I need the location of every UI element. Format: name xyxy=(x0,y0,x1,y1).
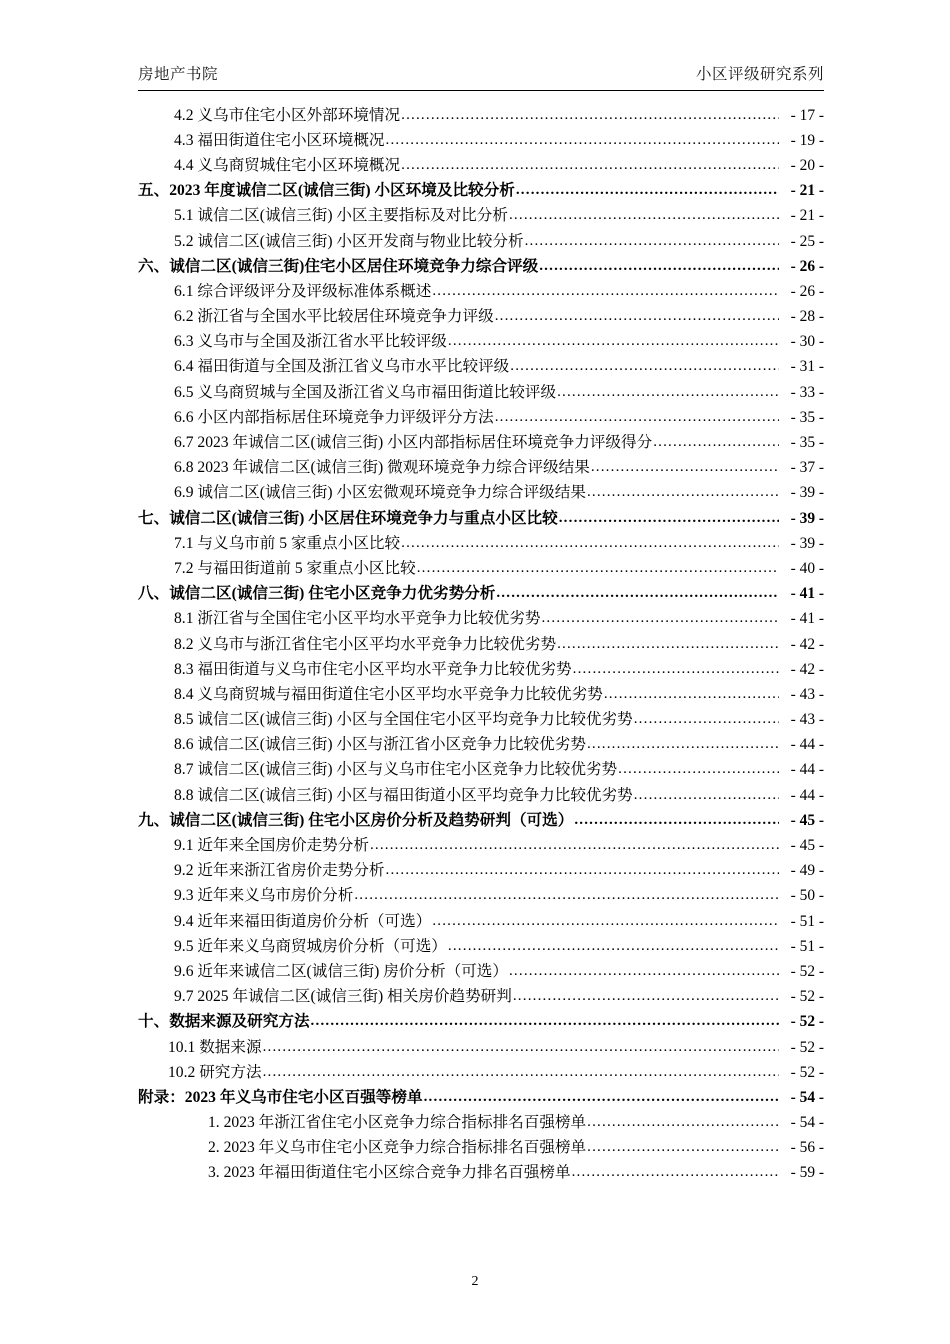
toc-entry[interactable] xyxy=(138,305,824,330)
toc-entry-page: - 39 - xyxy=(790,534,824,552)
toc-entry-label: 5.2 诚信二区(诚信三街) 小区开发商与物业比较分析 xyxy=(174,232,524,250)
toc-entry-page: - 59 - xyxy=(790,1164,824,1182)
toc-entry[interactable] xyxy=(138,430,824,455)
toc-leader-dots xyxy=(401,108,779,123)
toc-entry-page: - 19 - xyxy=(790,131,824,149)
toc-leader-dots xyxy=(634,788,779,803)
header-divider xyxy=(138,90,824,91)
toc-entry[interactable] xyxy=(138,884,824,909)
toc-entry-label: 4.2 义乌市住宅小区外部环境情况 xyxy=(174,106,401,124)
toc-leader-dots xyxy=(574,813,779,828)
toc-entry-label: 6.7 2023 年诚信二区(诚信三街) 小区内部指标居住环境竞争力评级得分 xyxy=(174,434,653,452)
toc-entry[interactable] xyxy=(138,1060,824,1085)
toc-entry-label: 6.6 小区内部指标居住环境竞争力评级评分方法 xyxy=(174,408,494,426)
toc-entry[interactable] xyxy=(138,128,824,153)
toc-entry-label: 6.9 诚信二区(诚信三街) 小区宏微观环境竞争力综合评级结果 xyxy=(174,484,586,502)
toc-entry[interactable] xyxy=(138,959,824,984)
page-header xyxy=(0,62,950,84)
toc-leader-dots xyxy=(572,1165,779,1180)
toc-leader-dots xyxy=(653,435,779,450)
toc-entry-page: - 35 - xyxy=(790,434,824,452)
toc-entry-page: - 44 - xyxy=(790,786,824,804)
toc-entry-page: - 52 - xyxy=(790,962,824,980)
toc-leader-dots xyxy=(587,485,779,500)
toc-entry-page: - 44 - xyxy=(790,761,824,779)
toc-entry-label: 7.2 与福田街道前 5 家重点小区比较 xyxy=(174,559,416,577)
toc-leader-dots xyxy=(354,888,779,903)
toc-leader-dots xyxy=(370,838,779,853)
toc-entry-page: - 37 - xyxy=(790,459,824,477)
toc-entry[interactable] xyxy=(138,733,824,758)
toc-entry[interactable] xyxy=(138,153,824,178)
toc-entry[interactable] xyxy=(138,909,824,934)
toc-entry-label: 9.6 近年来诚信二区(诚信三街) 房价分析（可选） xyxy=(174,962,508,980)
header-left-text: 房地产书院 xyxy=(138,66,219,83)
toc-leader-dots xyxy=(448,939,779,954)
toc-leader-dots xyxy=(516,183,779,198)
toc-entry-page: - 25 - xyxy=(790,232,824,250)
toc-entry-label: 八、诚信二区(诚信三街) 住宅小区竞争力优劣势分析 xyxy=(138,585,496,603)
toc-leader-dots xyxy=(559,511,779,526)
toc-entry-label: 7.1 与义乌市前 5 家重点小区比较 xyxy=(174,534,401,552)
toc-entry[interactable] xyxy=(138,758,824,783)
toc-entry[interactable] xyxy=(138,380,824,405)
toc-entry-label: 九、诚信二区(诚信三街) 住宅小区房价分析及趋势研判（可选） xyxy=(138,811,574,829)
toc-entry-page: - 26 - xyxy=(790,257,824,275)
toc-leader-dots xyxy=(386,863,779,878)
toc-entry[interactable] xyxy=(138,582,824,607)
toc-entry-page: - 45 - xyxy=(790,811,824,829)
toc-entry-label: 4.4 义乌商贸城住宅小区环境概况 xyxy=(174,156,401,174)
toc-entry[interactable] xyxy=(138,632,824,657)
toc-entry-page: - 52 - xyxy=(790,988,824,1006)
toc-leader-dots xyxy=(311,1014,779,1029)
toc-entry-label: 10.1 数据来源 xyxy=(168,1038,262,1056)
toc-entry-page: - 50 - xyxy=(790,887,824,905)
toc-entry-page: - 40 - xyxy=(790,559,824,577)
toc-entry[interactable] xyxy=(138,1085,824,1110)
toc-entry-label: 8.1 浙江省与全国住宅小区平均水平竞争力比较优劣势 xyxy=(174,610,541,628)
toc-entry[interactable] xyxy=(138,556,824,581)
toc-entry-label: 2. 2023 年义乌市住宅小区竞争力综合指标排名百强榜单 xyxy=(208,1139,587,1157)
page-footer xyxy=(0,1274,950,1290)
toc-entry-label: 6.4 福田街道与全国及浙江省义乌市水平比较评级 xyxy=(174,358,510,376)
toc-entry-page: - 52 - xyxy=(790,1038,824,1056)
toc-entry-page: - 33 - xyxy=(790,383,824,401)
toc-entry[interactable] xyxy=(138,355,824,380)
toc-leader-dots xyxy=(525,234,779,249)
toc-entry-page: - 42 - xyxy=(790,635,824,653)
toc-entry[interactable] xyxy=(138,330,824,355)
toc-leader-dots xyxy=(417,561,779,576)
toc-entry-label: 6.2 浙江省与全国水平比较居住环境竞争力评级 xyxy=(174,308,494,326)
toc-entry-label: 8.6 诚信二区(诚信三街) 小区与浙江省小区竞争力比较优劣势 xyxy=(174,736,586,754)
toc-leader-dots xyxy=(401,536,779,551)
toc-entry[interactable] xyxy=(138,1111,824,1136)
toc-entry-label: 5.1 诚信二区(诚信三街) 小区主要指标及对比分析 xyxy=(174,207,508,225)
toc-leader-dots xyxy=(263,1065,779,1080)
toc-entry[interactable] xyxy=(138,934,824,959)
toc-leader-dots xyxy=(401,158,779,173)
toc-entry-page: - 20 - xyxy=(790,156,824,174)
toc-entry-label: 10.2 研究方法 xyxy=(168,1063,262,1081)
toc-leader-dots xyxy=(424,1090,779,1105)
toc-entry-label: 9.3 近年来义乌市房价分析 xyxy=(174,887,354,905)
toc-entry-page: - 45 - xyxy=(790,837,824,855)
toc-leader-dots xyxy=(263,1040,779,1055)
toc-entry[interactable] xyxy=(138,405,824,430)
toc-entry-page: - 43 - xyxy=(790,685,824,703)
toc-leader-dots xyxy=(557,637,779,652)
toc-entry-page: - 51 - xyxy=(790,937,824,955)
toc-entry-label: 1. 2023 年浙江省住宅小区竞争力综合指标排名百强榜单 xyxy=(208,1114,587,1132)
toc-entry-label: 七、诚信二区(诚信三街) 小区居住环境竞争力与重点小区比较 xyxy=(138,509,558,527)
toc-leader-dots xyxy=(634,712,779,727)
toc-entry[interactable] xyxy=(138,833,824,858)
toc-leader-dots xyxy=(509,208,779,223)
toc-leader-dots xyxy=(509,964,779,979)
toc-leader-dots xyxy=(587,1140,779,1155)
toc-leader-dots xyxy=(510,359,779,374)
toc-leader-dots xyxy=(495,309,779,324)
toc-entry-label: 6.8 2023 年诚信二区(诚信三街) 微观环境竞争力综合评级结果 xyxy=(174,459,590,477)
toc-entry[interactable] xyxy=(138,657,824,682)
toc-entry-label: 9.4 近年来福田街道房价分析（可选） xyxy=(174,912,432,930)
toc-entry[interactable] xyxy=(138,204,824,229)
toc-entry[interactable] xyxy=(138,708,824,733)
toc-entry[interactable] xyxy=(138,1010,824,1035)
toc-entry[interactable] xyxy=(138,985,824,1010)
toc-entry-page: - 30 - xyxy=(790,333,824,351)
toc-entry[interactable] xyxy=(138,456,824,481)
toc-entry-label: 9.2 近年来浙江省房价走势分析 xyxy=(174,862,385,880)
toc-entry[interactable] xyxy=(138,682,824,707)
toc-entry[interactable] xyxy=(138,1161,824,1186)
toc-entry-label: 8.5 诚信二区(诚信三街) 小区与全国住宅小区平均竞争力比较优劣势 xyxy=(174,711,633,729)
toc-entry-label: 附录：2023 年义乌市住宅小区百强等榜单 xyxy=(138,1088,423,1106)
toc-entry-label: 8.2 义乌市与浙江省住宅小区平均水平竞争力比较优劣势 xyxy=(174,635,557,653)
toc-entry[interactable] xyxy=(138,506,824,531)
toc-entry-label: 五、2023 年度诚信二区(诚信三街) 小区环境及比较分析 xyxy=(138,182,515,200)
toc-entry-page: - 41 - xyxy=(790,585,824,603)
toc-entry-page: - 51 - xyxy=(790,912,824,930)
toc-entry-page: - 42 - xyxy=(790,660,824,678)
toc-entry[interactable] xyxy=(138,1035,824,1060)
toc-entry[interactable] xyxy=(138,229,824,254)
toc-leader-dots xyxy=(448,334,779,349)
toc-entry-page: - 31 - xyxy=(790,358,824,376)
toc-entry-page: - 41 - xyxy=(790,610,824,628)
toc-leader-dots xyxy=(618,762,779,777)
toc-entry[interactable] xyxy=(138,279,824,304)
toc-entry[interactable] xyxy=(138,783,824,808)
table-of-contents xyxy=(138,103,824,1186)
toc-entry[interactable] xyxy=(138,607,824,632)
toc-entry-label: 六、诚信二区(诚信三街)住宅小区居住环境竞争力综合评级 xyxy=(138,257,539,275)
toc-leader-dots xyxy=(496,586,779,601)
toc-entry-page: - 44 - xyxy=(790,736,824,754)
toc-entry-page: - 56 - xyxy=(790,1139,824,1157)
toc-entry-page: - 52 - xyxy=(790,1013,824,1031)
toc-entry-page: - 39 - xyxy=(790,484,824,502)
toc-leader-dots xyxy=(557,385,779,400)
toc-leader-dots xyxy=(587,737,779,752)
toc-entry-page: - 21 - xyxy=(790,207,824,225)
toc-entry[interactable] xyxy=(138,254,824,279)
toc-entry-page: - 28 - xyxy=(790,308,824,326)
toc-entry-label: 6.5 义乌商贸城与全国及浙江省义乌市福田街道比较评级 xyxy=(174,383,557,401)
toc-entry[interactable] xyxy=(138,103,824,128)
toc-leader-dots xyxy=(495,410,779,425)
toc-entry-label: 4.3 福田街道住宅小区环境概况 xyxy=(174,131,385,149)
toc-entry-page: - 54 - xyxy=(790,1114,824,1132)
header-right-text: 小区评级研究系列 xyxy=(695,66,824,83)
toc-entry-page: - 17 - xyxy=(790,106,824,124)
toc-leader-dots xyxy=(432,914,779,929)
toc-leader-dots xyxy=(539,259,779,274)
toc-entry[interactable] xyxy=(138,531,824,556)
toc-leader-dots xyxy=(513,989,779,1004)
toc-leader-dots xyxy=(604,687,779,702)
toc-entry-page: - 21 - xyxy=(790,182,824,200)
toc-leader-dots xyxy=(573,662,779,677)
toc-entry[interactable] xyxy=(138,481,824,506)
toc-entry-label: 8.3 福田街道与义乌市住宅小区平均水平竞争力比较优劣势 xyxy=(174,660,572,678)
toc-entry[interactable] xyxy=(138,179,824,204)
toc-entry-label: 9.1 近年来全国房价走势分析 xyxy=(174,837,369,855)
toc-entry-label: 6.1 综合评级评分及评级标准体系概述 xyxy=(174,282,432,300)
toc-entry-label: 8.7 诚信二区(诚信三街) 小区与义乌市住宅小区竞争力比较优劣势 xyxy=(174,761,618,779)
toc-leader-dots xyxy=(541,611,779,626)
toc-entry-label: 3. 2023 年福田街道住宅小区综合竞争力排名百强榜单 xyxy=(208,1164,571,1182)
toc-leader-dots xyxy=(591,460,779,475)
toc-leader-dots xyxy=(432,284,779,299)
toc-entry[interactable] xyxy=(138,859,824,884)
toc-leader-dots xyxy=(587,1115,779,1130)
toc-entry-page: - 43 - xyxy=(790,711,824,729)
toc-entry[interactable] xyxy=(138,808,824,833)
toc-entry-page: - 35 - xyxy=(790,408,824,426)
toc-entry-label: 十、数据来源及研究方法 xyxy=(138,1013,310,1031)
toc-entry-label: 6.3 义乌市与全国及浙江省水平比较评级 xyxy=(174,333,447,351)
toc-entry-label: 9.7 2025 年诚信二区(诚信三街) 相关房价趋势研判 xyxy=(174,988,512,1006)
toc-entry[interactable] xyxy=(138,1136,824,1161)
toc-entry-page: - 39 - xyxy=(790,509,824,527)
toc-entry-label: 9.5 近年来义乌商贸城房价分析（可选） xyxy=(174,937,447,955)
toc-entry-label: 8.8 诚信二区(诚信三街) 小区与福田街道小区平均竞争力比较优劣势 xyxy=(174,786,633,804)
toc-entry-page: - 49 - xyxy=(790,862,824,880)
page-number: 2 xyxy=(471,1274,479,1289)
toc-entry-page: - 54 - xyxy=(790,1088,824,1106)
toc-entry-page: - 52 - xyxy=(790,1063,824,1081)
toc-entry-label: 8.4 义乌商贸城与福田街道住宅小区平均水平竞争力比较优劣势 xyxy=(174,685,603,703)
toc-entry-page: - 26 - xyxy=(790,282,824,300)
toc-leader-dots xyxy=(386,133,779,148)
